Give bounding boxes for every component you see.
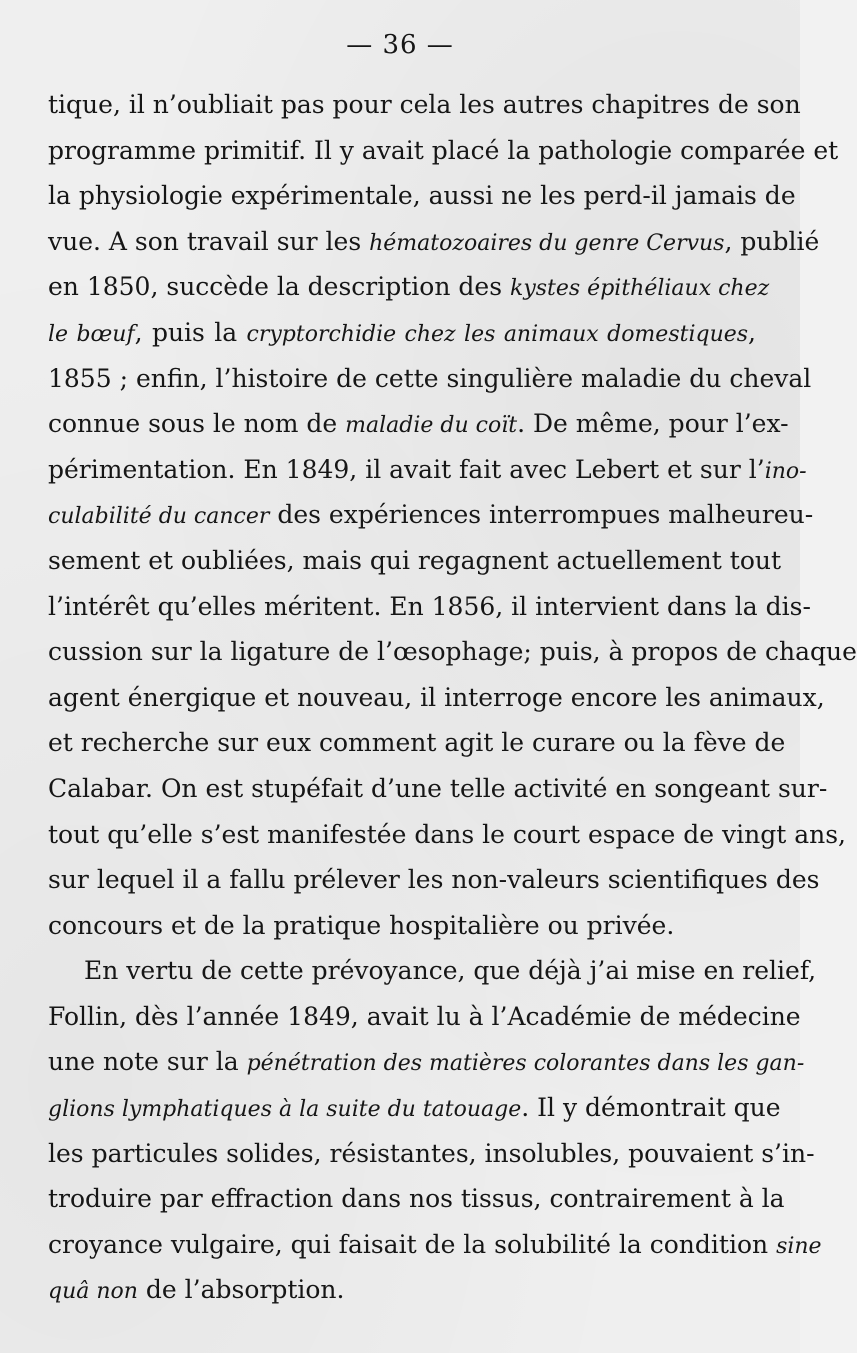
text-segment: En vertu de cette prévoyance, que déjà j’ai mise en relief, <box>84 956 817 986</box>
text-line <box>48 173 796 219</box>
text-segment: les particules solides, résistantes, insolubles, pouvaient s’in- <box>48 1138 815 1168</box>
text-segment: 1855 ; enfin, l’histoire de cette singulière maladie du cheval <box>48 363 812 393</box>
text-line <box>48 82 801 128</box>
italic-text-segment: le bœuf <box>48 321 135 347</box>
text-segment: connue sous le nom de <box>48 409 346 439</box>
italic-text-segment: cryptorchidie chez les animaux domestiques <box>246 321 749 347</box>
page-number: — 36 — <box>346 30 454 60</box>
text-segment: en 1850, succède la description des <box>48 272 510 302</box>
text-segment: sur lequel il a fallu prélever les non-valeurs scientifiques des <box>48 865 820 895</box>
italic-text-segment: culabilité du cancer <box>48 504 270 530</box>
text-segment: . De même, pour l’ex- <box>517 409 789 439</box>
text-line <box>48 1131 815 1177</box>
text-segment: concours et de la pratique hospitalière ou privée. <box>48 910 675 940</box>
text-segment: croyance vulgaire, qui faisait de la solubilité la condition <box>48 1229 777 1259</box>
text-segment: , <box>748 317 756 347</box>
text-segment: cussion sur la ligature de l’œsophage; puis, à propos de chaque <box>48 637 857 667</box>
text-line <box>48 1222 822 1268</box>
text-segment: tique, il n’oubliait pas pour cela les autres chapitres de son <box>48 90 801 119</box>
text-segment: troduire par effraction dans nos tissus, contrairement à la <box>48 1184 785 1214</box>
text-line <box>48 903 756 949</box>
text-segment: programme primitif. Il y avait placé la pathologie comparée et <box>48 135 839 165</box>
text-line <box>48 1039 805 1085</box>
text-line <box>48 538 782 584</box>
italic-text-segment: hématozoaires du genre Cervus <box>369 230 725 256</box>
text-line <box>48 219 820 265</box>
text-segment: , publié <box>724 226 820 256</box>
text-line <box>48 720 786 766</box>
text-line <box>48 492 814 538</box>
text-segment: sement et oubliées, mais qui regagnent actuellement tout <box>48 545 782 575</box>
text-segment: Follin, dès l’année 1849, avait lu à l’Académie de médecine <box>48 1001 801 1031</box>
italic-text-segment: ino- <box>764 458 807 484</box>
text-line <box>48 1267 756 1313</box>
text-segment: tout qu’elle s’est manifestée dans le court espace de vingt ans, <box>48 819 846 849</box>
text-line <box>48 128 839 174</box>
text-line <box>48 584 811 630</box>
text-segment: l’intérêt qu’elles méritent. En 1856, il intervient dans la dis- <box>48 591 811 621</box>
text-line <box>48 264 770 310</box>
italic-text-segment: sine <box>776 1233 822 1259</box>
text-line <box>48 1176 785 1222</box>
italic-text-segment: glions lymphatiques à la suite du tatouage <box>48 1097 522 1123</box>
text-line <box>48 812 846 858</box>
text-line <box>48 675 825 721</box>
body-text <box>48 82 857 1313</box>
text-segment: . Il y démontrait que <box>521 1093 781 1123</box>
text-line <box>48 629 857 675</box>
text-segment: de l’absorption. <box>137 1275 345 1305</box>
text-line <box>48 401 789 447</box>
italic-text-segment: maladie du coït <box>345 413 518 439</box>
text-segment: vue. A son travail sur les <box>48 226 370 256</box>
text-line <box>48 948 817 994</box>
italic-text-segment: kystes épithéliaux chez <box>509 276 770 302</box>
text-line <box>48 447 807 493</box>
text-line <box>48 356 812 402</box>
text-segment: , puis la <box>134 317 247 347</box>
text-line <box>48 310 756 356</box>
text-segment: des expériences interrompues malheureu- <box>269 500 814 530</box>
text-line <box>48 857 820 903</box>
text-segment: agent énergique et nouveau, il interroge encore les animaux, <box>48 682 825 712</box>
text-segment: périmentation. En 1849, il avait fait avec Lebert et sur l’ <box>48 454 765 484</box>
text-line <box>48 766 828 812</box>
text-line <box>48 1085 781 1131</box>
text-line <box>48 994 801 1040</box>
italic-text-segment: pénétration des matières colorantes dans les gan- <box>246 1051 805 1077</box>
text-segment: une note sur la <box>48 1047 247 1077</box>
text-segment: Calabar. On est stupéfait d’une telle activité en songeant sur- <box>48 773 828 803</box>
text-segment: la physiologie expérimentale, aussi ne les perd-il jamais de <box>48 181 796 211</box>
text-segment: et recherche sur eux comment agit le curare ou la fève de <box>48 728 786 758</box>
italic-text-segment: quâ non <box>48 1279 138 1305</box>
